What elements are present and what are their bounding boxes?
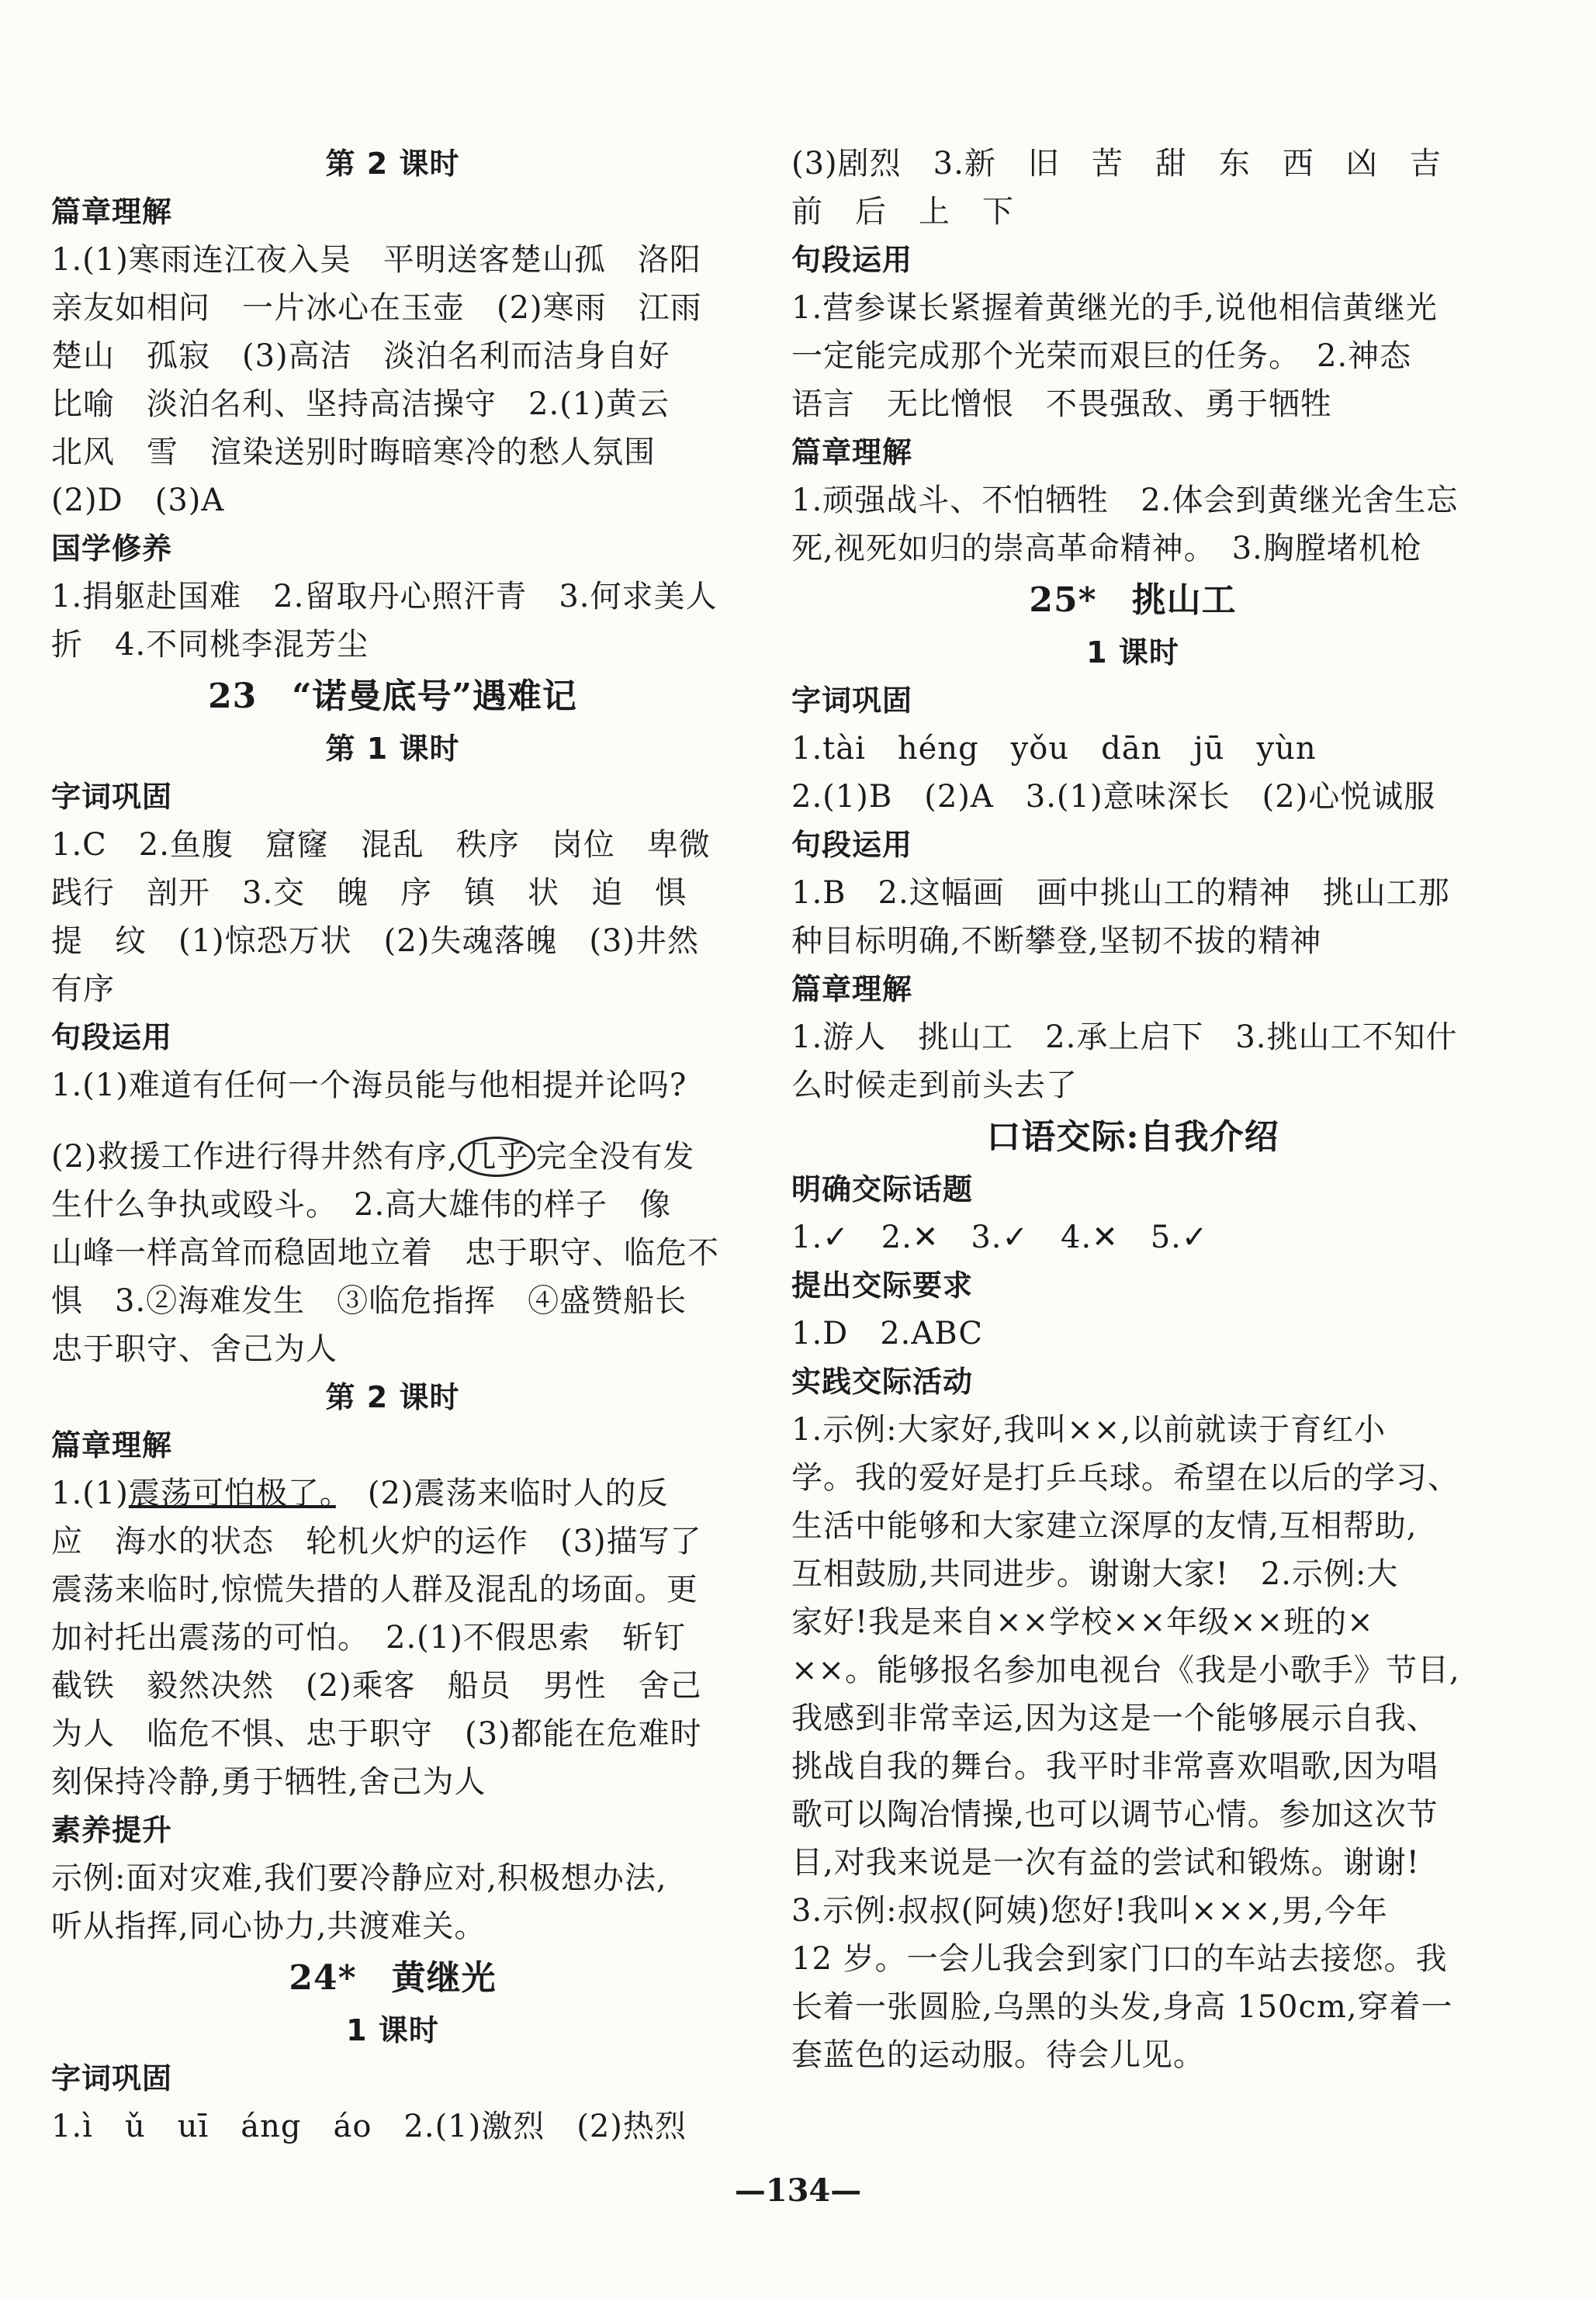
answer-line: 长着一张圆脸,乌黑的头发,身高 150cm,穿着一 [791,1989,1453,2025]
answer-line: 震荡来临时,惊慌失措的人群及混乱的场面。更 [51,1572,698,1608]
spacer [51,1109,734,1133]
answer-line: 3.示例:叔叔(阿姨)您好!我叫×××,男,今年 [791,1893,1388,1929]
answer-line: 前 后 上 下 [791,194,1014,230]
answer-line: 比喻 淡泊名利、坚持高洁操守 2.(1)黄云 [51,386,670,422]
answer-line: 截铁 毅然决然 (2)乘客 船员 男性 舍己 [51,1668,702,1704]
section-heading: 篇章理解 [51,195,173,229]
lesson-title: 口语交际:自我介绍 [986,1117,1279,1157]
answer-text: (2)震荡来临时人的反 [335,1476,669,1511]
answer-line: 我感到非常幸运,因为这是一个能够展示自我、 [791,1701,1438,1736]
lesson-title: 25* 挑山工 [1029,580,1237,620]
lesson-heading: 第 2 课时 [325,1380,460,1414]
section-heading: 篇章理解 [791,972,913,1006]
section-heading: 提出交际要求 [791,1268,974,1303]
handwritten-circle-mark: 几乎 [458,1137,535,1177]
answer-line: 示例:面对灾难,我们要冷静应对,积极想办法, [51,1860,667,1896]
answer-line: 互相鼓励,共同进步。谢谢大家! 2.示例:大 [791,1556,1399,1592]
answer-line: 学。我的爱好是打乒乓球。希望在以后的学习、 [791,1460,1459,1496]
answer-line: 楚山 孤寂 (3)高洁 淡泊名利而洁身自好 [51,338,670,374]
answer-line: 1.B 2.这幅画 画中挑山工的精神 挑山工那 [791,875,1450,911]
answer-line: 加衬托出震荡的可怕。 2.(1)不假思索 斩钉 [51,1620,686,1656]
answer-line: 家好!我是来自××学校××年级××班的× [791,1604,1374,1640]
answer-text: (2)救援工作进行得井然有序, [51,1139,459,1175]
answer-line: 1.游人 挑山工 2.承上启下 3.挑山工不知什 [791,1019,1458,1055]
answer-line: 忠于职守、舍己为人 [51,1331,338,1367]
underlined-answer: 震荡可怕极了。 [128,1476,336,1511]
section-heading: 字词巩固 [51,780,173,814]
section-heading: 句段运用 [791,828,913,862]
answer-text: 1.(1) [51,1476,129,1511]
answer-line: 1.D 2.ABC [791,1316,984,1351]
answer-line: 1.ì ǔ uī áng áo 2.(1)激烈 (2)热烈 [51,2109,687,2144]
section-heading: 字词巩固 [791,684,913,718]
answer-line: 么时候走到前头去了 [791,1068,1078,1103]
answer-line: 1.营参谋长紧握着黄继光的手,说他相信黄继光 [791,290,1438,326]
answer-line: 有序 [51,971,115,1007]
answer-line: 惧 3.②海难发生 ③临危指挥 ④盛赞船长 [51,1283,687,1319]
answer-line: 为人 临危不惧、忠于职守 (3)都能在危难时 [51,1716,702,1752]
answer-line: 刻保持冷静,勇于牺牲,舍己为人 [51,1764,486,1800]
answer-line: 提 纹 (1)惊恐万状 (2)失魂落魄 (3)井然 [51,923,699,959]
section-heading: 明确交际话题 [791,1172,974,1206]
answer-line: 目,对我来说是一次有益的尝试和锻炼。谢谢! [791,1845,1420,1881]
answer-line: 1.✓ 2.✕ 3.✓ 4.✕ 5.✓ [791,1220,1209,1255]
lesson-title: 24* 黄继光 [289,1958,497,1998]
lesson-title: 23 “诺曼底号”遇难记 [208,677,577,716]
answer-line: 听从指挥,同心协力,共渡难关。 [51,1909,486,1944]
answer-line: (2)D (3)A [51,483,225,518]
answer-line: 1.顽强战斗、不怕牺牲 2.体会到黄继光舍生忘 [791,483,1459,518]
section-heading: 素养提升 [51,1813,173,1847]
answer-line: 歌可以陶冶情操,也可以调节心情。参加这次节 [791,1797,1438,1833]
lesson-heading: 第 1 课时 [325,732,460,766]
answer-line: 折 4.不同桃李混芳尘 [51,627,369,663]
answer-line [51,1469,734,1518]
answer-line: 山峰一样高耸而稳固地立着 忠于职守、临危不 [51,1235,719,1271]
answer-line: 1.示例:大家好,我叫××,以前就读于育红小 [791,1412,1387,1448]
answer-line: 12 岁。一会儿我会到家门口的车站去接您。我 [791,1941,1448,1977]
answer-line: 语言 无比憎恨 不畏强敌、勇于牺牲 [791,386,1332,422]
answer-line: 生活中能够和大家建立深厚的友情,互相帮助, [791,1508,1418,1544]
answer-line: 亲友如相问 一片冰心在玉壶 (2)寒雨 江雨 [51,290,702,326]
answer-line: 1.tài héng yǒu dān jū yùn [791,731,1317,767]
lesson-heading: 1 课时 [1086,635,1179,670]
answer-line: 一定能完成那个光荣而艰巨的任务。 2.神态 [791,338,1412,374]
answer-line: ××。能够报名参加电视台《我是小歌手》节目, [791,1653,1460,1688]
left-column [51,140,734,2151]
answer-line: 套蓝色的运动服。待会儿见。 [791,2037,1205,2073]
answer-text: 完全没有发 [535,1139,695,1175]
right-column [791,140,1474,2079]
answer-line [51,1133,734,1181]
section-heading: 篇章理解 [791,435,913,469]
answer-line: (3)剧烈 3.新 旧 苦 甜 东 西 凶 吉 [791,146,1442,182]
answer-line: 生什么争执或殴斗。 2.高大雄伟的样子 像 [51,1187,672,1223]
section-heading: 国学修养 [51,531,173,566]
answer-line: 北风 雪 渲染送别时晦暗寒冷的愁人氛围 [51,434,656,470]
section-heading: 句段运用 [791,243,913,277]
answer-line: 1.C 2.鱼腹 窟窿 混乱 秩序 岗位 卑微 [51,827,711,863]
answer-line: 死,视死如归的崇高革命精神。 3.胸膛堵机枪 [791,531,1422,566]
answer-line: 2.(1)B (2)A 3.(1)意味深长 (2)心悦诚服 [791,779,1436,815]
section-heading: 字词巩固 [51,2061,173,2096]
answer-line: 1.(1)寒雨连江夜入吴 平明送客楚山孤 洛阳 [51,242,701,278]
answer-line: 践行 剖开 3.交 魄 序 镇 状 迫 惧 [51,875,687,911]
answer-line: 应 海水的状态 轮机火炉的运作 (3)描写了 [51,1524,702,1559]
section-heading: 篇章理解 [51,1428,173,1462]
section-heading: 句段运用 [51,1020,173,1054]
lesson-heading: 第 2 课时 [325,147,460,181]
lesson-heading: 1 课时 [346,2013,439,2047]
answer-line: 种目标明确,不断攀登,坚韧不拔的精神 [791,923,1322,959]
section-heading: 实践交际活动 [791,1365,974,1399]
page-number: —134— [734,2172,862,2209]
answer-line: 1.捐躯赴国难 2.留取丹心照汗青 3.何求美人 [51,579,718,614]
answer-line: 挑战自我的舞台。我平时非常喜欢唱歌,因为唱 [791,1749,1438,1784]
answer-line: 1.(1)难道有任何一个海员能与他相提并论吗? [51,1068,687,1103]
